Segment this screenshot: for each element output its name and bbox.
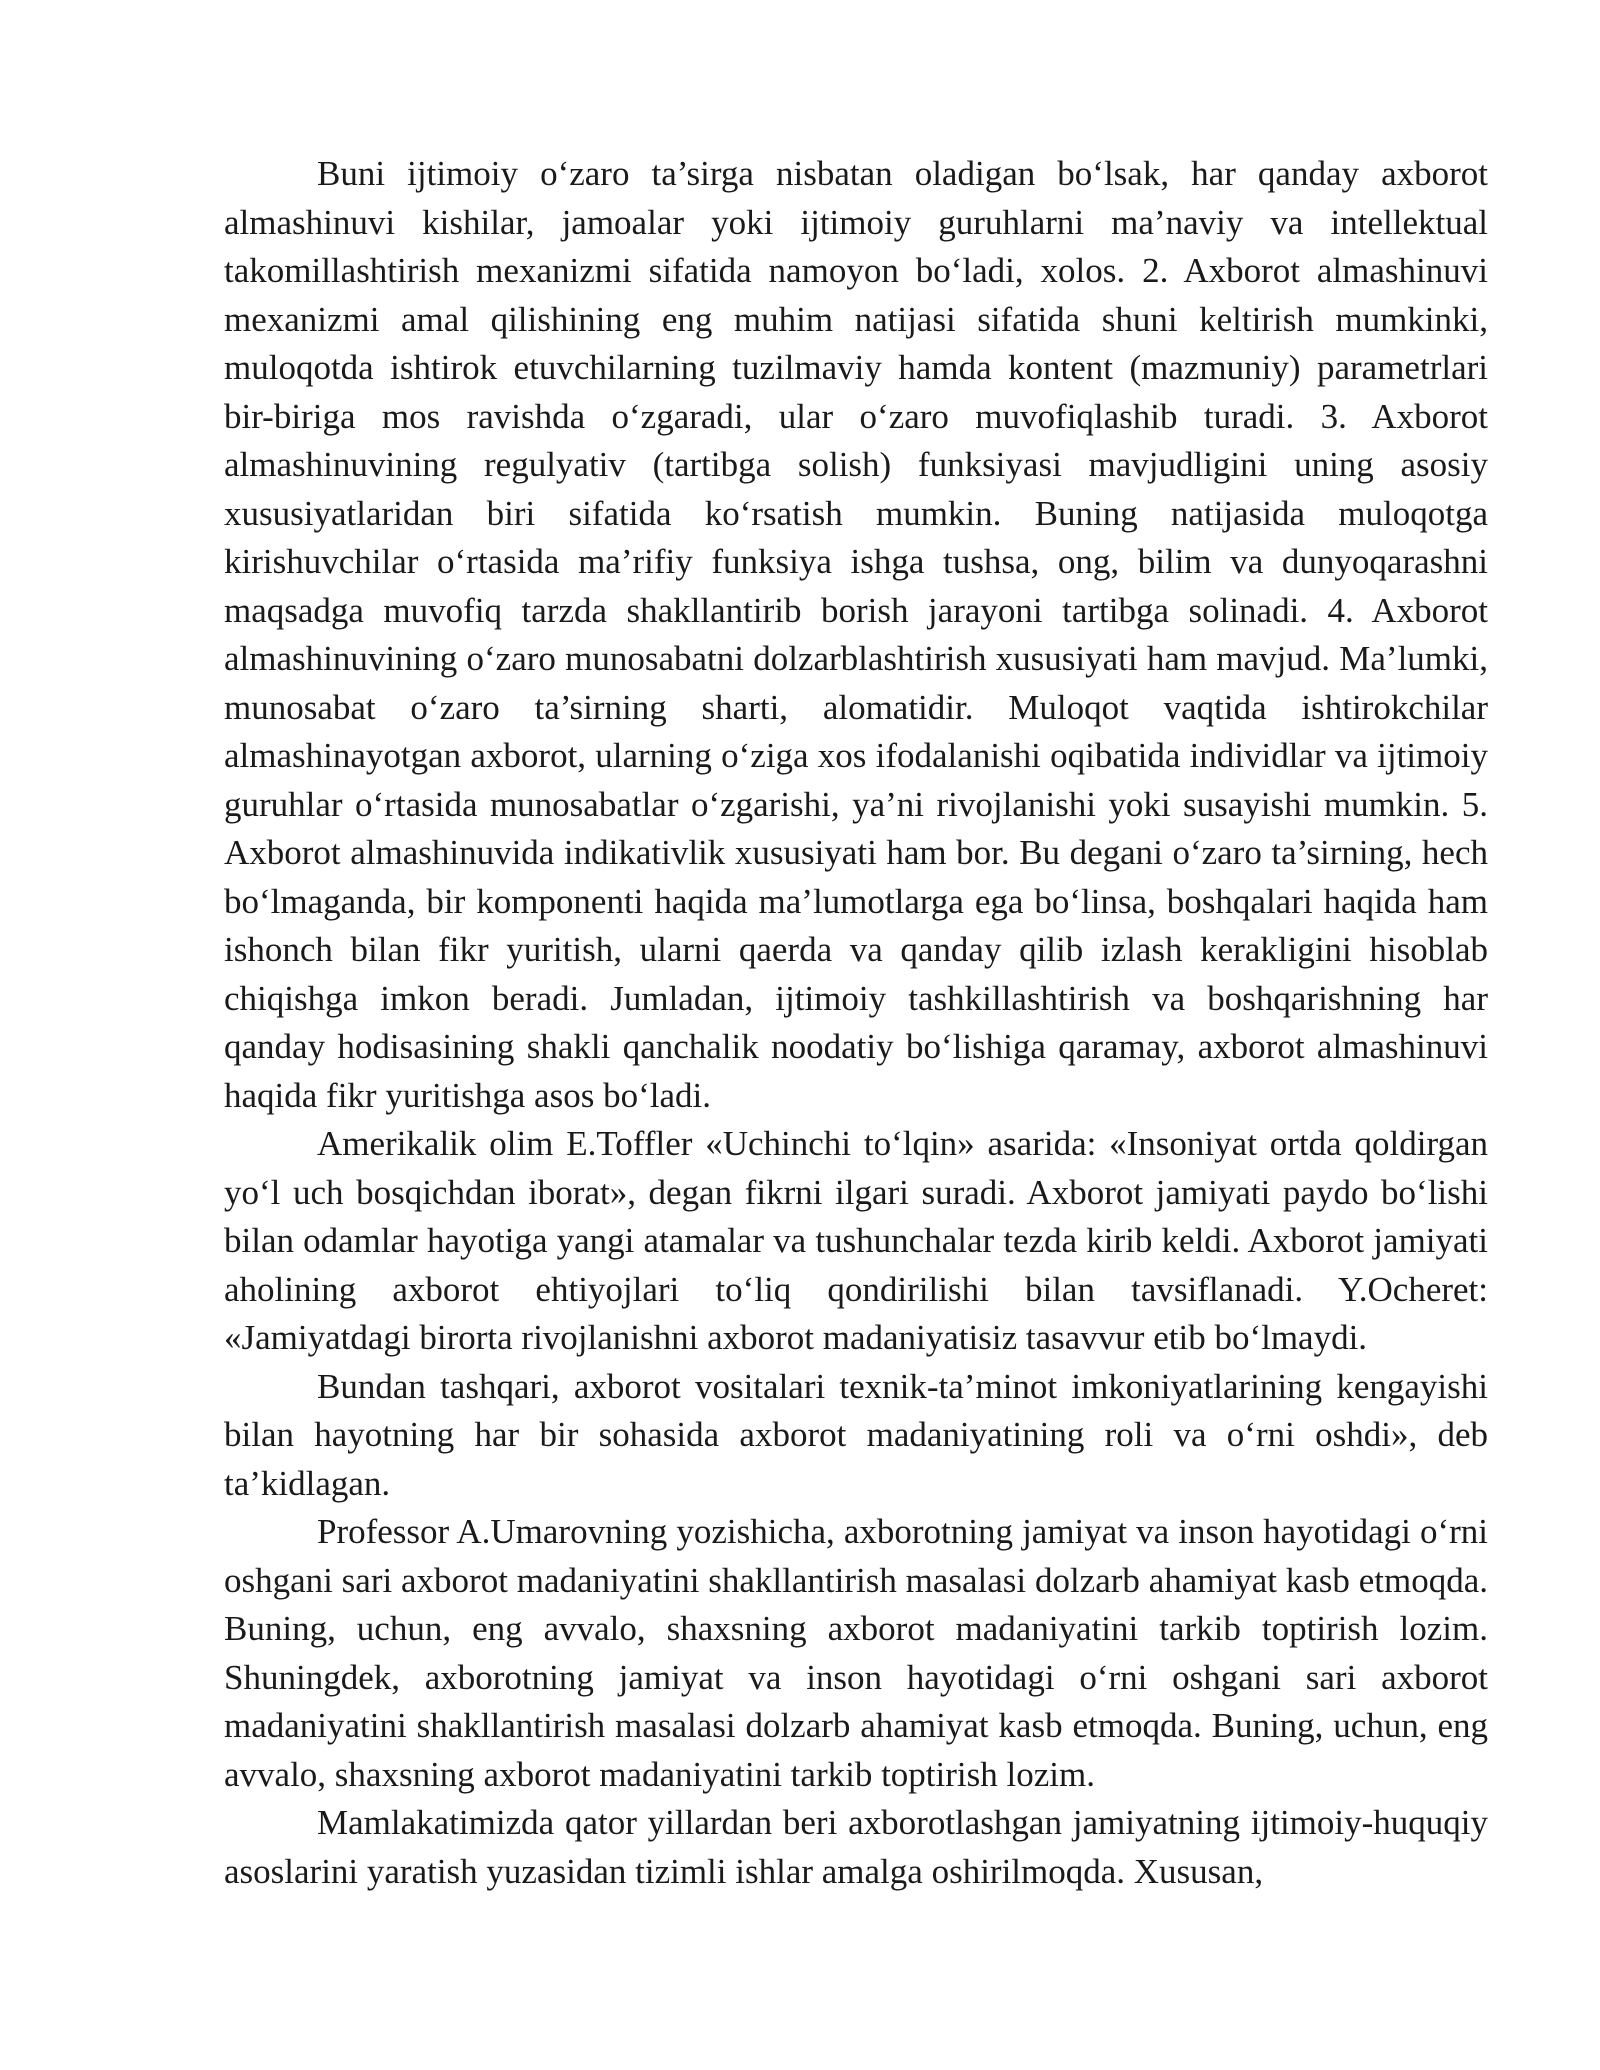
- paragraph-technical-means: Bundan tashqari, axborot vositalari texnik-ta’minot imkoniyatlarining kengayishi bilan hayotning har bir sohasida axborot madaniyatining roli va o‘rni oshdi», deb ta’kidlagan.: [224, 1366, 1488, 1503]
- paragraph-toffler: Amerikalik olim E.Toffler «Uchinchi to‘lqin» asarida: «Insoniyat ortda qoldirgan yo‘l uch bosqichdan iborat», degan fikrni ilgari suradi. Axborot jamiyati paydo bo‘lishi bilan odamlar hayotiga yangi atamalar va tushunchalar tezda kirib keldi. Axborot jamiyati aholining axborot ehtiyojlari to‘liq qondirilishi bilan tavsiflanadi. Y.Ocheret: «Jamiyatdagi birorta rivojlanishni axborot madaniyatisiz tasavvur etib bo‘lmaydi.: [224, 1124, 1488, 1357]
- paragraph-legal-foundations: Mamlakatimizda qator yillardan beri axborotlashgan jamiyatning ijtimoiy-huquqiy asoslarini yaratish yuzasidan tizimli ishlar amalga oshirilmoqda. Xususan,: [224, 1803, 1488, 1891]
- document-page: [224, 150, 1488, 1896]
- paragraph-umarov: Professor A.Umarovning yozishicha, axborotning jamiyat va inson hayotidagi o‘rni oshgani sari axborot madaniyatini shakllantirish masalasi dolzarb ahamiyat kasb etmoqda. Buning, uchun, eng avvalo, shaxsning axborot madaniyatini tarkib toptirish lozim. Shuningdek, axborotning jamiyat va inson hayotidagi o‘rni oshgani sari axborot madaniyatini shakllantirish masalasi dolzarb ahamiyat kasb etmoqda. Buning, uchun, eng avvalo, shaxsning axborot madaniyatini tarkib toptirish lozim.: [224, 1512, 1488, 1794]
- paragraph-information-exchange: Buni ijtimoiy o‘zaro ta’sirga nisbatan oladigan bo‘lsak, har qanday axborot almashinuvi kishilar, jamoalar yoki ijtimoiy guruhlarni ma’naviy va intellektual takomillashtirish mexanizmi sifatida namoyon bo‘ladi, xolos. 2. Axborot almashinuvi mexanizmi amal qilishining eng muhim natijasi sifatida shuni keltirish mumkinki, muloqotda ishtirok etuvchilarning tuzilmaviy hamda kontent (mazmuniy) parametrlari bir-biriga mos ravishda o‘zgaradi, ular o‘zaro muvofiqlashib turadi. 3. Axborot almashinuvining regulyativ (tartibga solish) funksiyasi mavjudligini uning asosiy xususiyatlaridan biri sifatida ko‘rsatish mumkin. Buning natijasida muloqotga kirishuvchilar o‘rtasida ma’rifiy funksiya ishga tushsa, ong, bilim va dunyoqarashni maqsadga muvofiq tarzda shakllantirib borish jarayoni tartibga solinadi. 4. Axborot almashinuvining o‘zaro munosabatni dolzarblashtirish xususiyati ham mavjud. Ma’lumki, munosabat o‘zaro ta’sirning sharti, alomatidir. Muloqot vaqtida ishtirokchilar almashinayotgan axborot, ularning o‘ziga xos ifodalanishi oqibatida individlar va ijtimoiy guruhlar o‘rtasida munosabatlar o‘zgarishi, ya’ni rivojlanishi yoki susayishi mumkin. 5. Axborot almashinuvida indikativlik xususiyati ham bor. Bu degani o‘zaro ta’sirning, hech bo‘lmaganda, bir komponenti haqida ma’lumotlarga ega bo‘linsa, boshqalari haqida ham ishonch bilan fikr yuritish, ularni qaerda va qanday qilib izlash kerakligini hisoblab chiqishga imkon beradi. Jumladan, ijtimoiy tashkillashtirish va boshqarishning har qanday hodisasining shakli qanchalik noodatiy bo‘lishiga qaramay, axborot almashinuvi haqida fikr yuritishga asos bo‘ladi.: [224, 154, 1488, 1115]
